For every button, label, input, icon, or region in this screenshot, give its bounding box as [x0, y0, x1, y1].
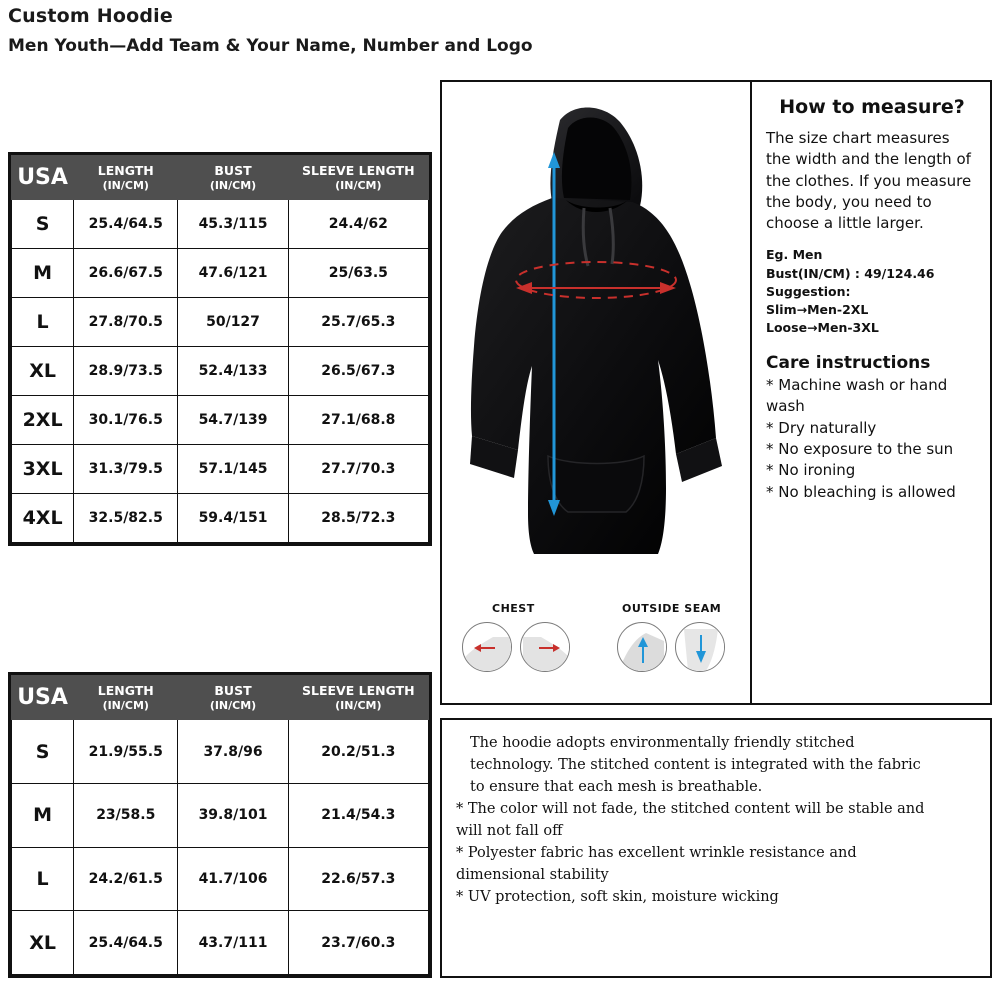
cell-size: L [12, 847, 74, 911]
cell-length: 31.3/79.5 [74, 445, 178, 494]
care-item: * No ironing [766, 461, 856, 480]
table-row [12, 200, 429, 249]
cell-size: M [12, 784, 74, 848]
cell-length: 23/58.5 [74, 784, 178, 848]
col-header-sleeve-unit: (IN/CM) [335, 178, 382, 192]
cell-bust: 57.1/145 [178, 445, 288, 494]
col-header-length [74, 156, 178, 200]
cell-sleeve: 25.7/65.3 [288, 298, 428, 347]
example-line: Loose→Men-3XL [766, 319, 879, 335]
seam-up-icon [617, 622, 667, 672]
hoodie-illustration [442, 82, 752, 707]
cell-bust: 52.4/133 [178, 347, 288, 396]
seam-down-icon [675, 622, 725, 672]
table-row [12, 445, 429, 494]
cell-sleeve: 25/63.5 [288, 249, 428, 298]
hoodie-graphic [444, 84, 750, 584]
col-header-sleeve [288, 156, 428, 200]
outside-seam-caption: OUTSIDE SEAM [622, 602, 722, 615]
cell-length: 28.9/73.5 [74, 347, 178, 396]
description-line: to ensure that each mesh is breathable. [470, 779, 763, 796]
table-row [12, 298, 429, 347]
example-block [766, 246, 978, 337]
cell-sleeve: 23.7/60.3 [288, 911, 428, 975]
col-header-sleeve-text: SLEEVE LENGTH [302, 163, 415, 178]
example-line: Bust(IN/CM) : 49/124.46 [766, 265, 935, 281]
cell-sleeve: 27.7/70.3 [288, 445, 428, 494]
table-header-row [12, 676, 429, 720]
care-item: * No bleaching is allowed [766, 482, 956, 501]
cell-size: 2XL [12, 396, 74, 445]
col-header-usa: USA [12, 156, 74, 200]
cell-size: S [12, 200, 74, 249]
cell-size: XL [12, 347, 74, 396]
care-item: * No exposure to the sun [766, 440, 954, 458]
cell-sleeve: 20.2/51.3 [288, 720, 428, 784]
cell-bust: 39.8/101 [178, 784, 288, 848]
description-line: * UV protection, soft skin, moisture wicking [456, 889, 779, 906]
table-header-row [12, 156, 429, 200]
table-row [12, 347, 429, 396]
care-instructions-list [766, 375, 978, 503]
description-line: dimensional stability [456, 867, 609, 884]
description-line: * Polyester fabric has excellent wrinkle resistance and [456, 845, 857, 862]
col-header-bust-text: BUST [214, 163, 252, 178]
care-item: * Machine wash or hand wash [766, 376, 948, 416]
how-to-measure-paragraph: The size chart measures the width and the length of the clothes. If you measure the body, you need to choose a little larger. [766, 129, 972, 233]
cell-size: M [12, 249, 74, 298]
page-title: Custom Hoodie [8, 5, 173, 27]
cell-bust: 37.8/96 [178, 720, 288, 784]
cell-bust: 50/127 [178, 298, 288, 347]
col-header-bust-unit: (IN/CM) [209, 178, 257, 192]
page-subtitle: Men Youth—Add Team & Your Name, Number and Logo [8, 35, 533, 56]
how-to-measure-title: How to measure? [779, 96, 965, 118]
cell-size: S [12, 720, 74, 784]
cell-bust: 43.7/111 [178, 911, 288, 975]
how-to-measure-panel [750, 80, 992, 705]
cell-length: 25.4/64.5 [74, 911, 178, 975]
mens-size-table [8, 152, 432, 546]
cell-bust: 59.4/151 [178, 494, 288, 543]
table-row [12, 494, 429, 543]
table-row [12, 847, 429, 911]
chest-right-icon [520, 622, 570, 672]
cell-sleeve: 24.4/62 [288, 200, 428, 249]
col-header-bust [178, 676, 288, 720]
col-header-bust-text: BUST [214, 683, 252, 698]
cell-sleeve: 22.6/57.3 [288, 847, 428, 911]
cell-size: 4XL [12, 494, 74, 543]
col-header-sleeve-unit: (IN/CM) [335, 698, 382, 712]
col-header-sleeve [288, 676, 428, 720]
cell-bust: 54.7/139 [178, 396, 288, 445]
col-header-length-unit: (IN/CM) [102, 178, 149, 192]
example-line: Suggestion: [766, 283, 851, 299]
hoodie-image-panel [440, 80, 750, 705]
table-row [12, 720, 429, 784]
care-item: * Dry naturally [766, 418, 877, 437]
cell-bust: 41.7/106 [178, 847, 288, 911]
youth-size-table [8, 672, 432, 978]
cell-size: XL [12, 911, 74, 975]
cell-size: 3XL [12, 445, 74, 494]
chest-caption: CHEST [492, 602, 535, 615]
description-line: technology. The stitched content is integrated with the fabric [470, 757, 921, 774]
table-row [12, 396, 429, 445]
col-header-usa: USA [12, 676, 74, 720]
cell-length: 30.1/76.5 [74, 396, 178, 445]
description-line: will not fall off [456, 823, 563, 840]
fabric-description-panel [440, 718, 992, 978]
cell-sleeve: 21.4/54.3 [288, 784, 428, 848]
cell-length: 24.2/61.5 [74, 847, 178, 911]
cell-bust: 45.3/115 [178, 200, 288, 249]
col-header-length [74, 676, 178, 720]
table-row [12, 784, 429, 848]
header [8, 4, 908, 58]
care-instructions-title: Care instructions [766, 353, 931, 374]
example-line: Slim→Men-2XL [766, 301, 869, 317]
col-header-sleeve-text: SLEEVE LENGTH [302, 683, 415, 698]
cell-length: 26.6/67.5 [74, 249, 178, 298]
description-line: The hoodie adopts environmentally friendly stitched [470, 735, 855, 751]
cell-bust: 47.6/121 [178, 249, 288, 298]
col-header-length-text: LENGTH [97, 683, 154, 698]
col-header-length-text: LENGTH [97, 163, 154, 178]
cell-sleeve: 28.5/72.3 [288, 494, 428, 543]
col-header-bust [178, 156, 288, 200]
cell-size: L [12, 298, 74, 347]
table-row [12, 249, 429, 298]
table-row [12, 911, 429, 975]
cell-length: 21.9/55.5 [74, 720, 178, 784]
col-header-length-unit: (IN/CM) [102, 698, 149, 712]
col-header-bust-unit: (IN/CM) [209, 698, 257, 712]
description-line: * The color will not fade, the stitched content will be stable and [456, 801, 925, 818]
cell-sleeve: 26.5/67.3 [288, 347, 428, 396]
cell-sleeve: 27.1/68.8 [288, 396, 428, 445]
cell-length: 32.5/82.5 [74, 494, 178, 543]
cell-length: 27.8/70.5 [74, 298, 178, 347]
chest-left-icon [462, 622, 512, 672]
example-line: Eg. Men [766, 247, 823, 263]
cell-length: 25.4/64.5 [74, 200, 178, 249]
